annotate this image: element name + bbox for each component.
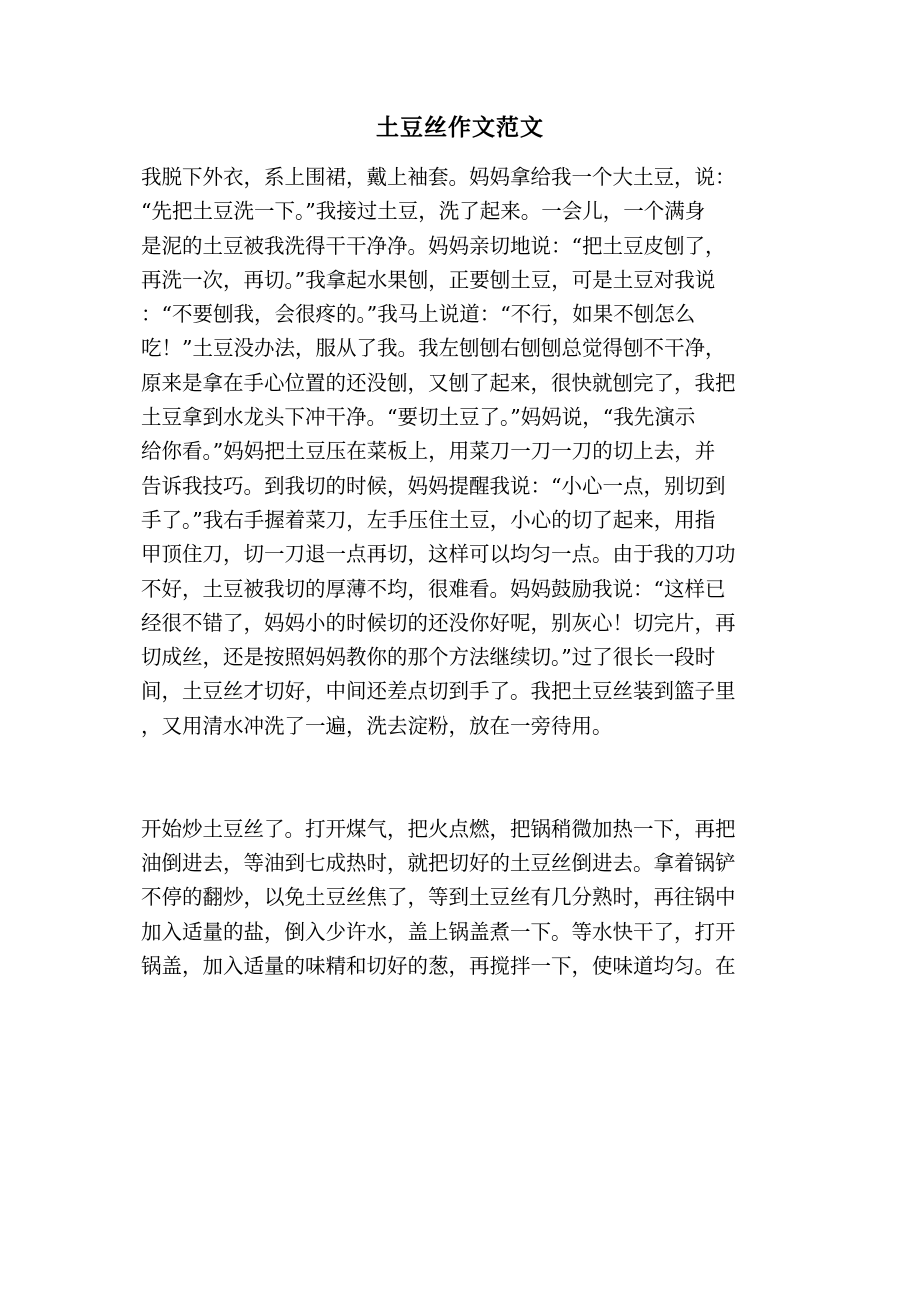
paragraph-1	[141, 160, 773, 743]
text-line: 原来是拿在手心位置的还没刨，又刨了起来，很快就刨完了，我把	[141, 370, 736, 395]
text-line: 不好，土豆被我切的厚薄不均，很难看。妈妈鼓励我说：“这样已	[141, 576, 726, 601]
text-line: 给你看。”妈妈把土豆压在菜板上，用菜刀一刀一刀的切上去，并	[141, 439, 716, 464]
text-line: 吃！”土豆没办法，服从了我。我左刨刨右刨刨总觉得刨不干净，	[141, 336, 726, 361]
text-line: 加入适量的盐，倒入少许水，盖上锅盖煮一下。等水快干了，打开	[141, 919, 736, 944]
text-line: 是泥的土豆被我洗得干干净净。妈妈亲切地说：“把土豆皮刨了，	[141, 233, 726, 258]
text-line: “先把土豆洗一下。”我接过土豆，洗了起来。一会儿，一个满身	[141, 199, 706, 224]
document-title: 土豆丝作文范文	[376, 114, 544, 141]
paragraph-2	[141, 812, 773, 983]
text-line: 告诉我技巧。到我切的时候，妈妈提醒我说：“小心一点，别切到	[141, 473, 726, 498]
text-line: 经很不错了，妈妈小的时候切的还没你好呢，别灰心！切完片，再	[141, 610, 736, 635]
text-line: 油倒进去，等油到七成热时，就把切好的土豆丝倒进去。拿着锅铲	[141, 850, 736, 875]
text-line: 切成丝，还是按照妈妈教你的那个方法继续切。”过了很长一段时	[141, 645, 716, 670]
text-line: ：“不要刨我，会很疼的。”我马上说道：“不行，如果不刨怎么	[141, 302, 696, 327]
text-line: 我脱下外衣，系上围裙，戴上袖套。妈妈拿给我一个大土豆，说：	[141, 165, 736, 189]
text-line: ，又用清水冲洗了一遍，洗去淀粉，放在一旁待用。	[141, 713, 613, 738]
document-body	[141, 160, 773, 983]
paragraph-spacer	[141, 743, 773, 812]
text-line: 土豆拿到水龙头下冲干净。“要切土豆了。”妈妈说，“我先演示	[141, 405, 696, 430]
text-line: 手了。”我右手握着菜刀，左手压住土豆，小心的切了起来，用指	[141, 507, 716, 532]
text-line: 间，土豆丝才切好，中间还差点切到手了。我把土豆丝装到篮子里	[141, 679, 736, 704]
text-line: 开始炒土豆丝了。打开煤气，把火点燃，把锅稍微加热一下，再把	[141, 816, 736, 841]
text-line: 不停的翻炒，以免土豆丝焦了，等到土豆丝有几分熟时，再往锅中	[141, 885, 736, 910]
text-line: 锅盖，加入适量的味精和切好的葱，再搅拌一下，使味道均匀。在	[141, 953, 736, 978]
text-line: 再洗一次，再切。”我拿起水果刨，正要刨土豆，可是土豆对我说	[141, 267, 716, 292]
text-line: 甲顶住刀，切一刀退一点再切，这样可以均匀一点。由于我的刀功	[141, 542, 736, 567]
